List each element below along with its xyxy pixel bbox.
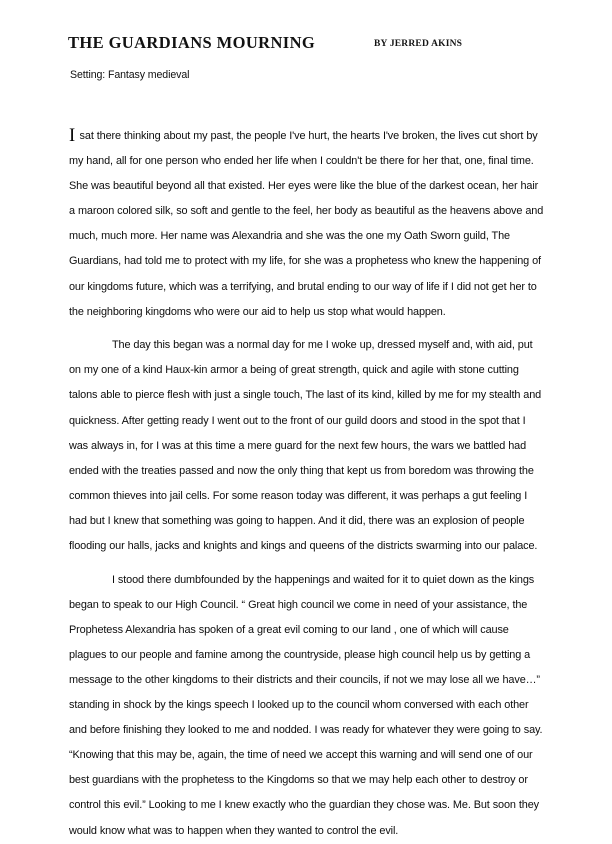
setting-line: Setting: Fantasy medieval [70, 69, 190, 81]
paragraph-2: The day this began was a normal day for me I woke up, dressed myself and, with aid, put on my one of a kind Haux-kin armor a being of great strength, quick and agile with stone cutting talons able to pierce flesh with just a single touch, The last of its kind, killed by me for my stealth and quickness. After getting ready I went out to the front of our guild doors and stood in the spot that I was always in, for I was at this time a mere guard for the next few hours, the wars we battled had ended with the treaties passed and now the only thing that kept us from boredom was throwing the common thieves into jail cells. For some reason today was different, it was perhaps a gut feeling I had but I knew that something was going to happen. And it did, there was an explosion of people flooding our halls, jacks and knights and kings and queens of the districts swarming into our palace. [69, 339, 542, 552]
paragraph-1 [69, 124, 547, 325]
paragraph-3: I stood there dumbfounded by the happenings and waited for it to quiet down as the kings began to speak to our High Council. “ Great high council we come in need of your assistance, the Prophetess Alexandria has spoken of a great evil coming to our land , one of which will cause plagues to our people and famine among the countryside, please high council help us by getting a message to the other kingdoms to their districts and their councils, if not we may lose all we have…” standing in shock by the kings speech I looked up to the council whom conversed with each other and before finishing they looked to me and nodded. I was ready for whatever they were going to say. “Knowing that this may be, again, the time of need we accept this warning and will send one of our best guardians with the prophetess to the Kingdoms so that we may help each other to destroy or control this evil.” Looking to me I knew exactly who the guardian they chose was. Me. But soon they would know what was to happen when they wanted to control the evil. [69, 573, 543, 837]
author-byline: BY JERRED AKINS [374, 39, 463, 49]
document-body [69, 124, 547, 844]
drop-cap-letter: I [69, 125, 76, 146]
page-title: THE GUARDIANS MOURNING [68, 33, 316, 52]
document-header [68, 34, 546, 58]
paragraph-1-text: sat there thinking about my past, the people I've hurt, the hearts I've broken, the lives cut short by my hand, all for one person who ended her life when I couldn't be there for her that, one, final time. She was beautiful beyond all that existed. Her eyes were like the blue of the darkest ocean, her hair a maroon colored silk, so soft and gentle to the feel, her body as beautiful as the heavens above and much, much more. Her name was Alexandria and she was the one my Oath Sworn guild, The Guardians, had told me to protect with my life, for she was a prophetess who knew the happening of our kingdoms future, which was a terrifying, and brutal ending to our way of life if I did not get her to the neighboring kingdoms who were our aid to help us stop what would happen. [69, 130, 544, 318]
